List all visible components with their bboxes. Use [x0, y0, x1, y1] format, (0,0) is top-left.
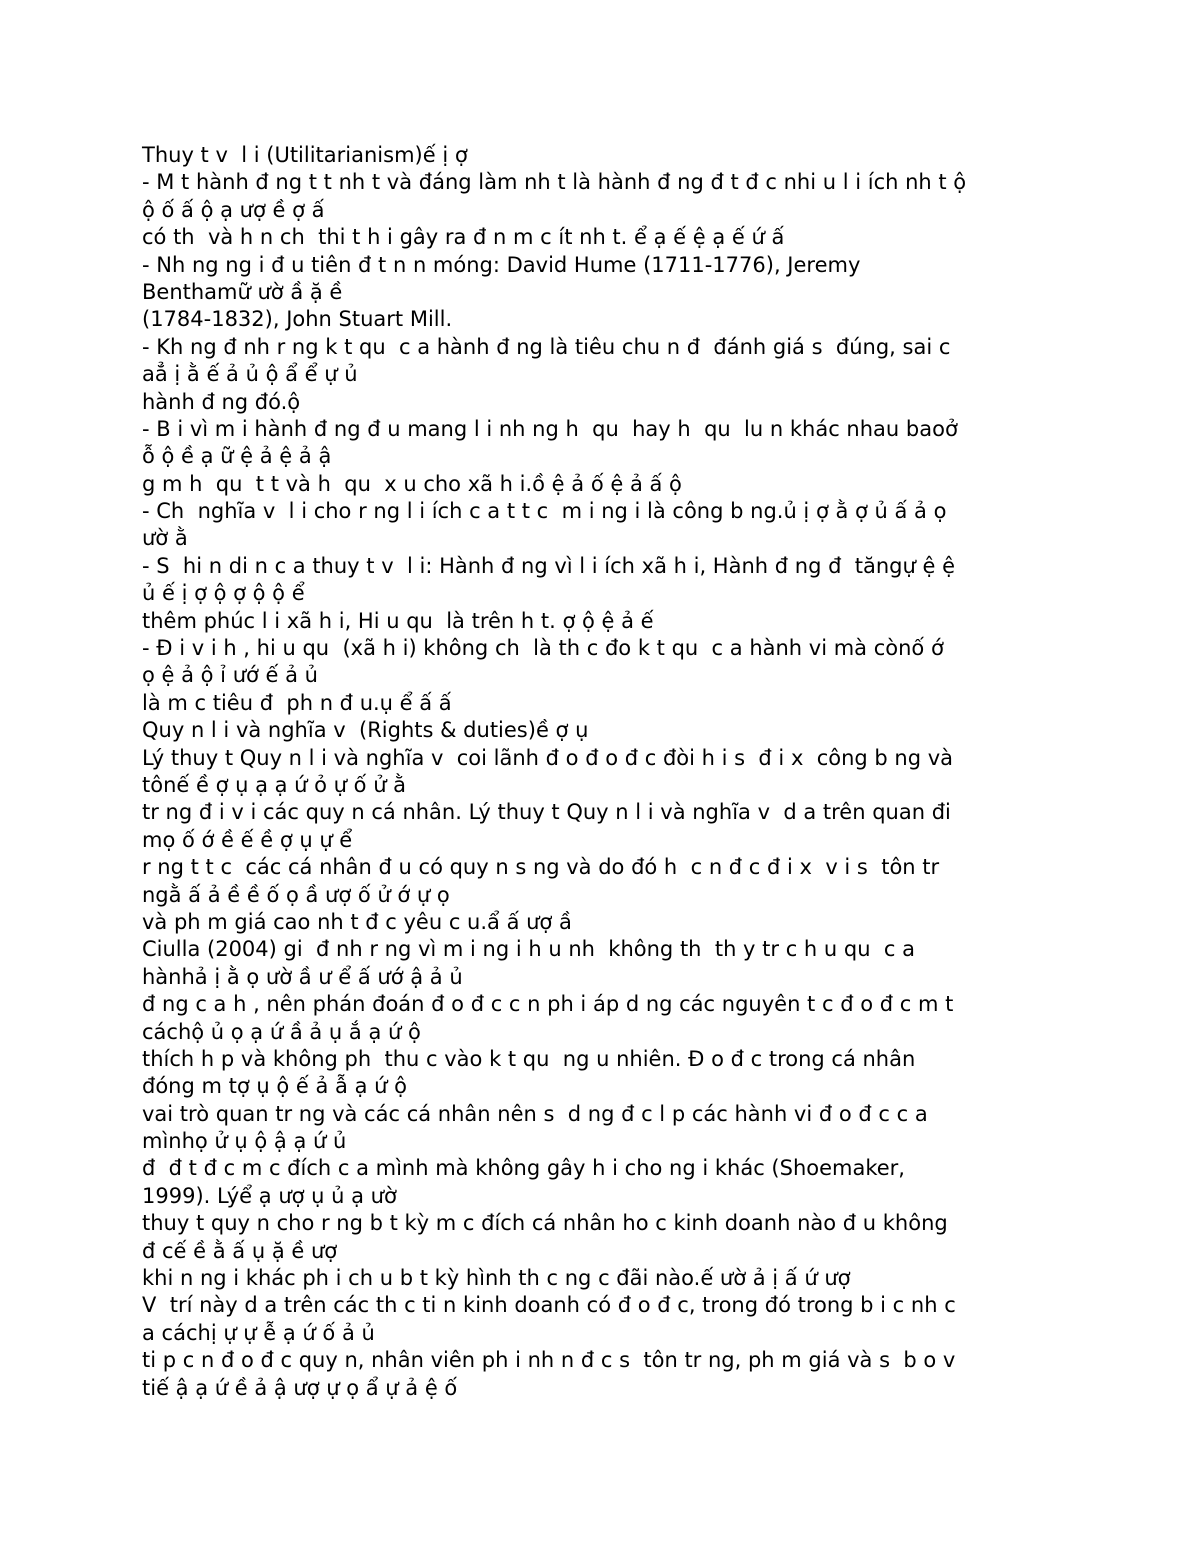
text-line: ủ ế ị ợ ộ ợ ộ ộ ể — [142, 581, 305, 606]
text-line: vai trò quan tr ng và các cá nhân nên s d ng đ c l p các hành vi đ o đ c c a — [142, 1101, 928, 1126]
text-line: cáchộ ủ ọ ạ ứ ầ ả ụ ắ ạ ứ ộ — [142, 1019, 421, 1044]
text-line: Benthamữ ườ ầ ặ ề — [142, 279, 343, 304]
text-line: ti p c n đ o đ c quy n, nhân viên ph i nh n đ c s tôn tr ng, ph m giá và s b o v — [142, 1348, 956, 1373]
text-line: đóng m tợ ụ ộ ế ả ẫ ạ ứ ộ — [142, 1074, 407, 1099]
heading-rights-duties: Quy n l i và nghĩa v (Rights & duties)ề ợ ụ — [142, 718, 589, 743]
text-line: Lý thuy t Quy n l i và nghĩa v coi lãnh đ o đ o đ c đòi h i s đ i x công b ng và — [142, 745, 954, 770]
text-line: ỗ ộ ề ạ ữ ệ ả ệ ả ậ — [142, 444, 332, 469]
text-line: - B i vì m i hành đ ng đ u mang l i nh ng h qu hay h qu lu n khác nhau baoở — [142, 416, 958, 441]
text-line: - Đ i v i h , hi u qu (xã h i) không ch là th c đo k t qu c a hành vi mà cònố ớ — [142, 636, 944, 661]
text-line: 1999). Lýể ạ ượ ụ ủ ạ ườ — [142, 1183, 397, 1208]
text-line: g m h qu t t và h qu x u cho xã h i.ồ ệ ả ố ệ ả ấ ộ — [142, 471, 682, 496]
text-line: a cáchị ự ự ễ ạ ứ ố ả ủ — [142, 1320, 375, 1345]
heading-utilitarianism: Thuy t v l i (Utilitarianism)ế ị ợ — [142, 143, 468, 167]
text-line: đ đ t đ c m c đích c a mình mà không gây h i cho ng i khác (Shoemaker, — [142, 1156, 905, 1181]
text-line: đ ng c a h , nên phán đoán đ o đ c c n ph i áp d ng các nguyên t c đ o đ c m t — [142, 992, 954, 1017]
text-line: khi n ng i khác ph i ch u b t kỳ hình th c ng c đãi nào.ế ườ ả ị ấ ứ ượ — [142, 1266, 851, 1291]
text-line: mìnhọ ử ụ ộ ậ ạ ứ ủ — [142, 1129, 347, 1154]
text-line: - S hi n di n c a thuy t v l i: Hành đ ng vì l i ích xã h i, Hành đ ng đ tăngự ệ ệ — [142, 553, 956, 578]
text-line: - Ch nghĩa v l i cho r ng l i ích c a t t c m i ng i là công b ng.ủ ị ợ ằ ợ ủ ấ ả ọ — [142, 499, 947, 524]
text-line: mọ ố ớ ề ế ề ợ ụ ự ể — [142, 827, 353, 852]
text-line: tr ng đ i v i các quy n cá nhân. Lý thuy t Quy n l i và nghĩa v d a trên quan đi — [142, 800, 951, 825]
text-line: tiế ậ ạ ứ ề ả ậ ượ ự ọ ẩ ự ả ệ ố — [142, 1375, 458, 1400]
text-line: đ cế ề ằ ấ ụ ặ ề ượ — [142, 1238, 338, 1263]
text-line: (1784-1832), John Stuart Mill. — [142, 307, 453, 332]
text-line: - Kh ng đ nh r ng k t qu c a hành đ ng là tiêu chu n đ đánh giá s đúng, sai c — [142, 334, 951, 359]
text-line: aẳ ị ằ ế ả ủ ộ ẩ ể ự ủ — [142, 362, 358, 387]
text-line: hànhả ị ằ ọ ườ ầ ư ể ấ ướ ậ ả ủ — [142, 964, 463, 989]
text-line: tônế ề ợ ụ ạ ạ ứ ỏ ự ố ử ằ — [142, 772, 407, 797]
text-line: ộ ố ấ ộ ạ ượ ề ợ ấ — [142, 197, 325, 222]
text-line: hành đ ng đó.ộ — [142, 389, 301, 414]
document-text — [142, 142, 1072, 1402]
text-line: thích h p và không ph thu c vào k t qu ng u nhiên. Đ o đ c trong cá nhân — [142, 1046, 916, 1071]
text-line: thuy t quy n cho r ng b t kỳ m c đích cá nhân ho c kinh doanh nào đ u không — [142, 1211, 948, 1236]
text-line: - M t hành đ ng t t nh t và đáng làm nh t là hành đ ng đ t đ c nhi u l i ích nh t ộ — [142, 170, 967, 195]
text-line: V trí này d a trên các th c ti n kinh doanh có đ o đ c, trong đó trong b i c nh c — [142, 1293, 956, 1318]
text-line: thêm phúc l i xã h i, Hi u qu là trên h t. ợ ộ ệ ả ế — [142, 608, 654, 633]
text-line: - Nh ng ng i đ u tiên đ t n n móng: David Hume (1711-1776), Jeremy — [142, 252, 861, 277]
text-line: Ciulla (2004) gi đ nh r ng vì m i ng i h u nh không th th y tr c h u qu c a — [142, 937, 915, 962]
text-line: ngằ ấ ả ề ề ố ọ ầ ượ ố ử ớ ự ọ — [142, 882, 450, 907]
text-line: ườ ằ — [142, 526, 188, 551]
text-line: có th và h n ch thi t h i gây ra đ n m c ít nh t. ể ạ ế ệ ạ ế ứ ấ — [142, 225, 785, 250]
text-line: r ng t t c các cá nhân đ u có quy n s ng và do đó h c n đ c đ i x v i s tôn tr — [142, 855, 940, 880]
text-line: là m c tiêu đ ph n đ u.ụ ể ấ ấ — [142, 690, 452, 715]
text-line: ọ ệ ả ộ ỉ ướ ế ả ủ — [142, 663, 318, 688]
text-line: và ph m giá cao nh t đ c yêu c u.ẩ ấ ượ ầ — [142, 909, 572, 934]
